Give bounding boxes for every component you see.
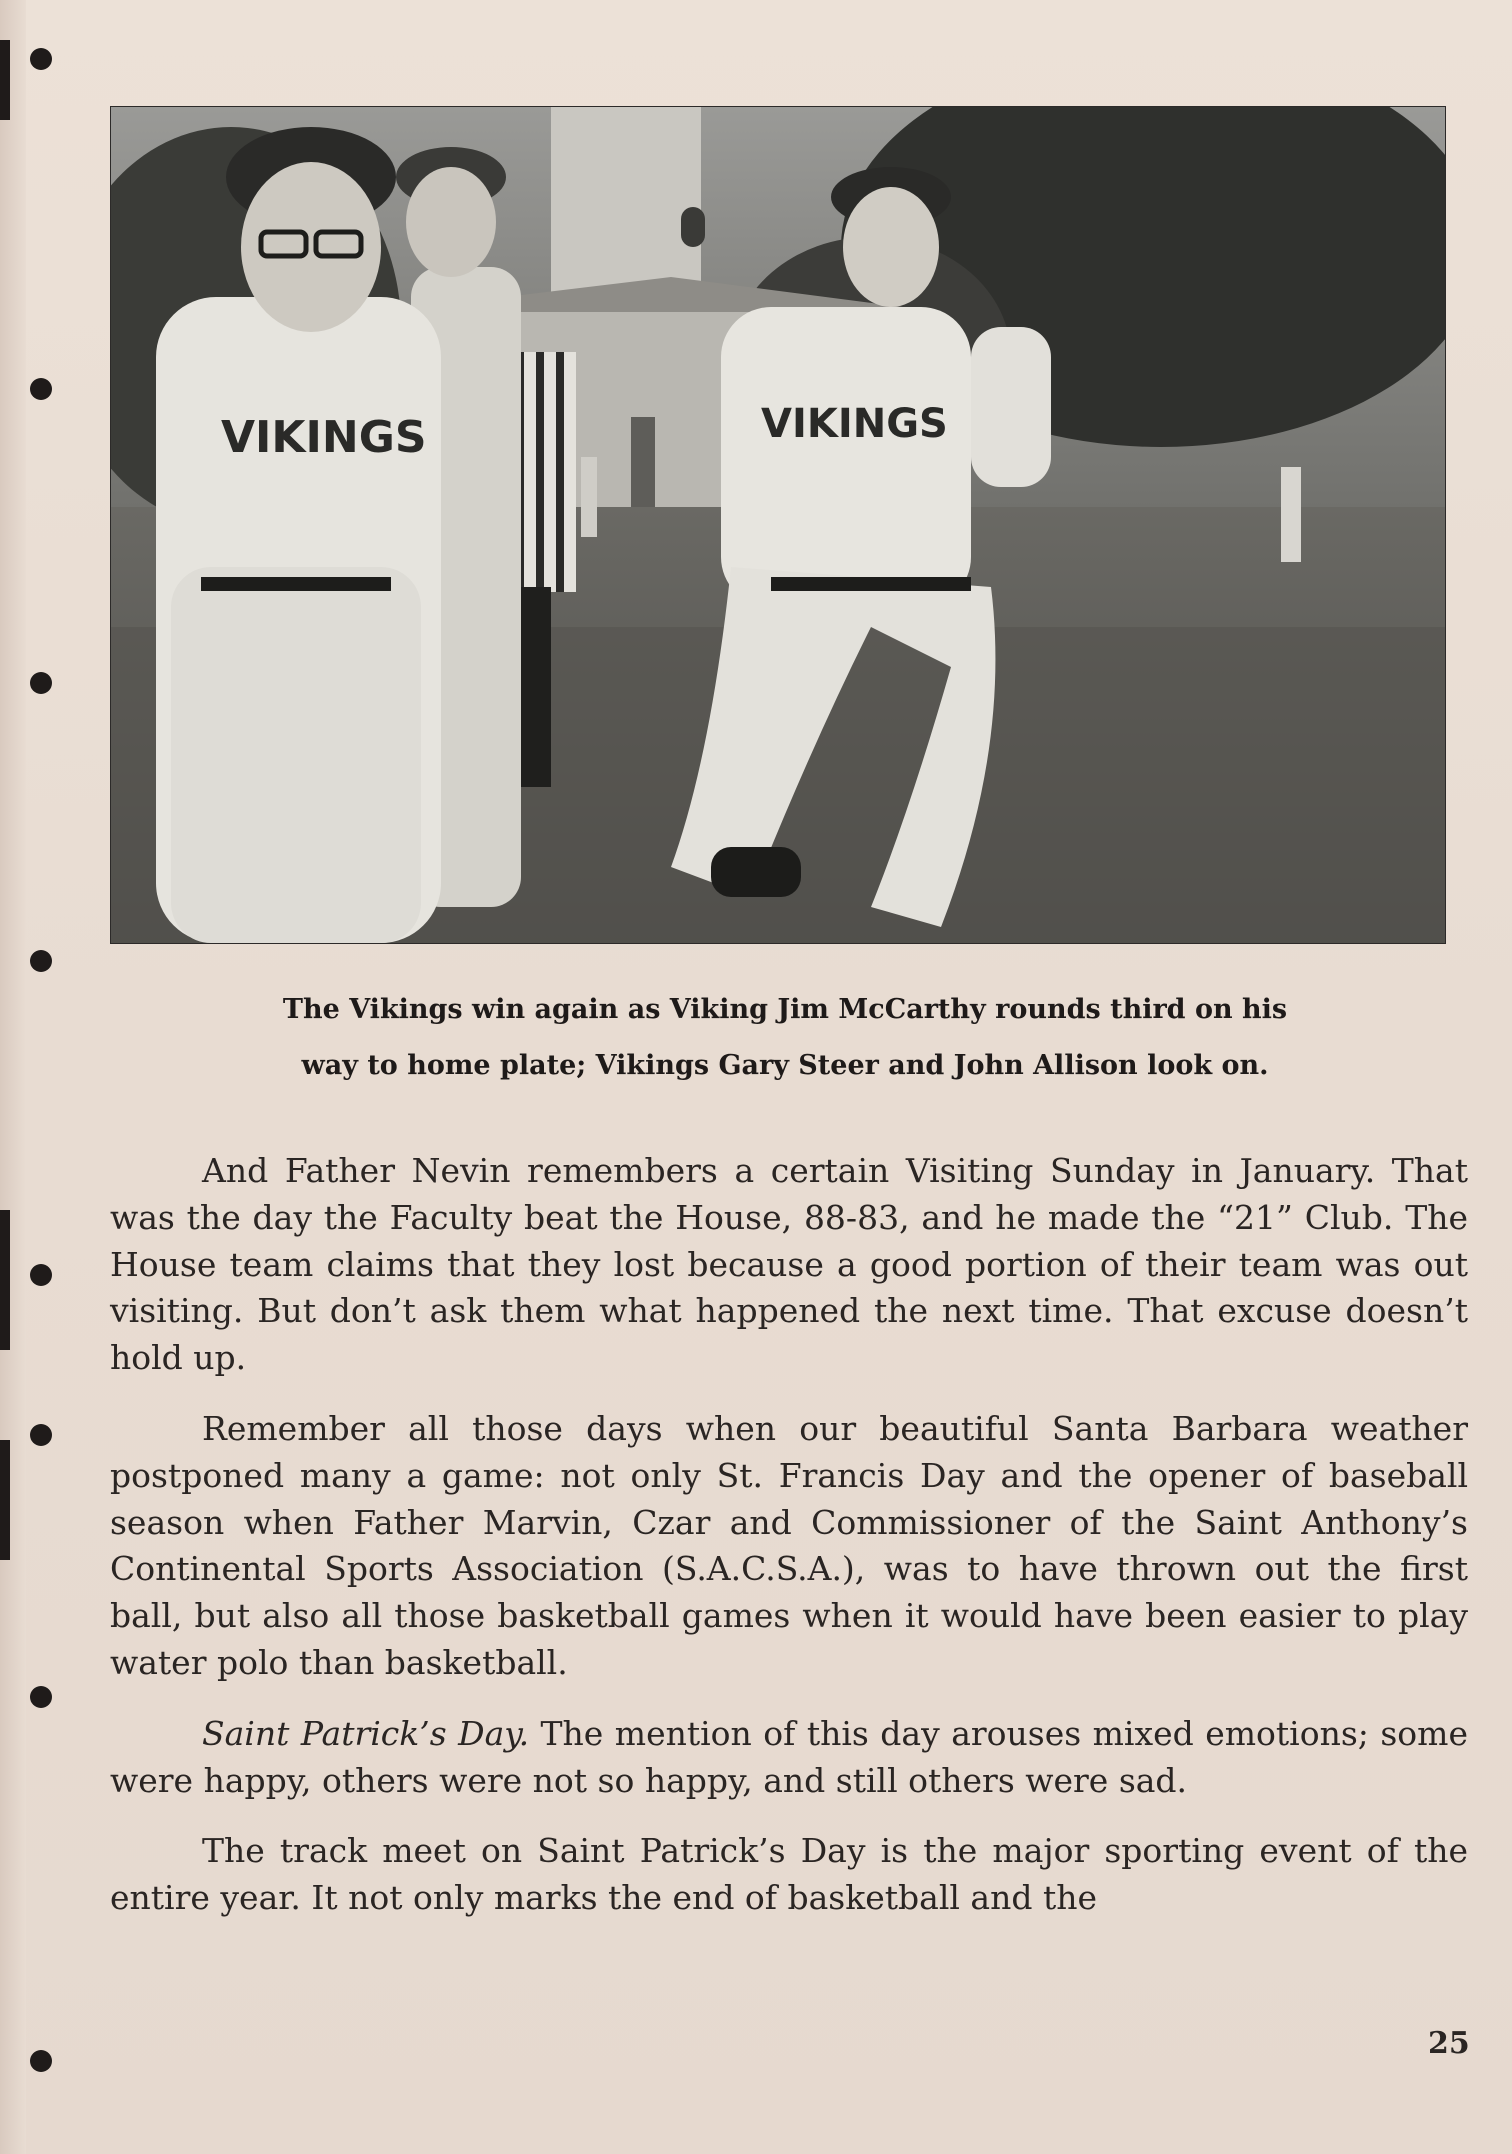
punch-hole	[30, 48, 52, 70]
punch-hole	[30, 1686, 52, 1708]
punch-hole	[30, 378, 52, 400]
page-number: 25	[1428, 2026, 1470, 2061]
photo-caption	[140, 982, 1430, 1094]
paragraph-1: And Father Nevin remembers a certain Visiting Sunday in January. That was the day the Faculty beat the House, 88-83, and he made the “21” Club. The House team claims that they lost because a good portion of their team was out visiting. But don’t ask them what happened the next time. That excuse doesn’t hold up.	[110, 1151, 1468, 1378]
caption-line-2: way to home plate; Vikings Gary Steer and John Allison look on.	[301, 1050, 1269, 1081]
paragraph-4: The track meet on Saint Patrick’s Day is the major sporting event of the entire year. It not only marks the end of basketball and the	[110, 1831, 1468, 1918]
article-body	[110, 1148, 1468, 1922]
punch-hole	[30, 2050, 52, 2072]
punch-hole	[30, 1424, 52, 1446]
left-jersey-text: VIKINGS	[221, 412, 427, 463]
caption-line-1: The Vikings win again as Viking Jim McCarthy rounds third on his	[282, 994, 1288, 1025]
binding-shadow	[0, 1440, 10, 1560]
baseball-photo	[110, 106, 1446, 944]
paragraph-2: Remember all those days when our beautiful Santa Barbara weather postponed many a game: not only St. Francis Day and the opener of baseball season when Father Marvin, Czar and Commissioner of the Saint Anthony’s Continental Sports Association (S.A.C.S.A.), was to have thrown out the first ball, but also all those basketball games when it would have been easier to play water polo than basketball.	[110, 1408, 1468, 1682]
binding-shadow	[0, 40, 10, 120]
section-heading-italic: Saint Patrick’s Day.	[202, 1713, 530, 1753]
punch-hole	[30, 672, 52, 694]
binding-shadow	[0, 1210, 10, 1350]
punch-hole	[30, 1264, 52, 1286]
punch-hole	[30, 950, 52, 972]
photo-illustration	[111, 107, 1445, 943]
right-jersey-text: VIKINGS	[761, 401, 948, 447]
paragraph-3	[110, 1711, 1468, 1805]
binding-edge	[0, 0, 26, 2154]
paragraph-3-text: The mention of this day arouses mixed emotions; some were happy, others were not so happy, and still others were sad.	[110, 1713, 1468, 1800]
